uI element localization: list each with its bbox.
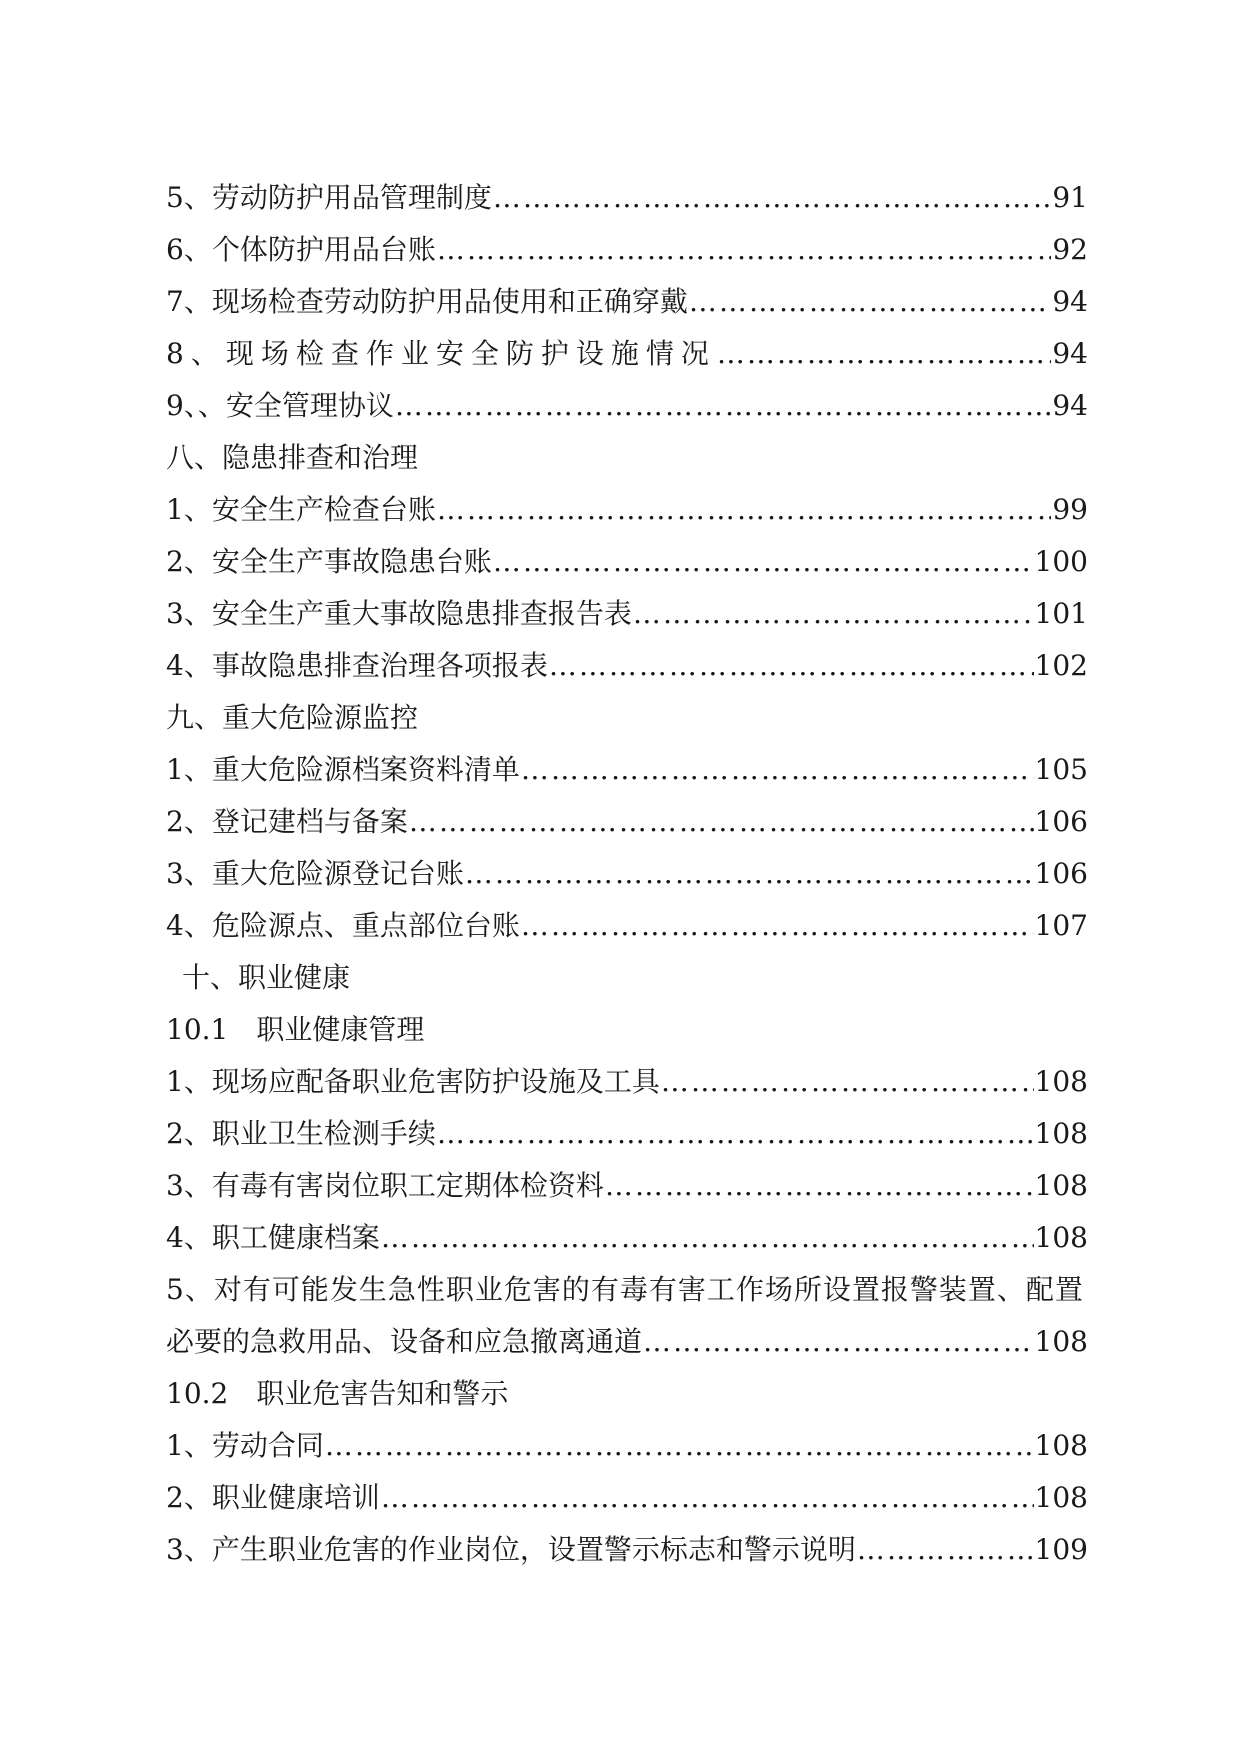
dot-leader [395, 380, 1052, 432]
toc-entry[interactable] [166, 588, 1088, 640]
toc-entry[interactable] [166, 328, 1088, 380]
toc-entry[interactable] [166, 1316, 1088, 1368]
toc-entry-page: 106 [1034, 805, 1088, 838]
toc-entry-title: 7、现场检查劳动防护用品使用和正确穿戴 [166, 285, 688, 318]
toc-section-heading[interactable]: 八、隐患排查和治理 [166, 441, 419, 474]
toc-entry-title: 2、职业卫生检测手续 [166, 1117, 436, 1150]
dot-leader [661, 1056, 1034, 1108]
toc-entry[interactable] [166, 744, 1088, 796]
toc-entry-title: 1、安全生产检查台账 [166, 493, 436, 526]
toc-section-heading[interactable]: 十、职业健康 [182, 961, 351, 994]
toc-entry[interactable] [166, 536, 1088, 588]
toc-entry-title: 1、现场应配备职业危害防护设施及工具 [166, 1065, 660, 1098]
toc-subsection-heading[interactable]: 10.1 职业健康管理 [166, 1013, 425, 1046]
dot-leader [437, 484, 1052, 536]
toc-entry-page: 94 [1052, 389, 1088, 422]
toc-entry-page: 108 [1034, 1481, 1088, 1514]
toc-entry[interactable] [166, 276, 1088, 328]
toc-entry-page: 92 [1052, 233, 1088, 266]
toc-entry[interactable] [166, 640, 1088, 692]
toc-entry[interactable] [166, 848, 1088, 900]
toc-entry-title: 3、重大危险源登记台账 [166, 857, 464, 890]
dot-leader [381, 1212, 1034, 1264]
toc-entry[interactable] [166, 900, 1088, 952]
table-of-contents [166, 172, 1088, 1576]
toc-entry[interactable] [166, 1472, 1088, 1524]
toc-entry-page: 105 [1034, 753, 1088, 786]
toc-entry-title: 4、事故隐患排查治理各项报表 [166, 649, 548, 682]
toc-entry-page: 109 [1034, 1533, 1088, 1566]
dot-leader [437, 224, 1052, 276]
toc-entry-page: 106 [1034, 857, 1088, 890]
toc-entry[interactable] [166, 1524, 1088, 1576]
toc-entry-title: 4、职工健康档案 [166, 1221, 380, 1254]
dot-leader [689, 276, 1052, 328]
toc-entry-page: 108 [1034, 1169, 1088, 1202]
toc-entry[interactable] [166, 484, 1088, 536]
toc-subsection-heading[interactable]: 10.2 职业危害告知和警示 [166, 1377, 509, 1410]
toc-entry-page: 108 [1034, 1221, 1088, 1254]
toc-entry-page: 108 [1034, 1429, 1088, 1462]
toc-entry-page: 108 [1034, 1325, 1088, 1358]
toc-entry-page: 101 [1034, 597, 1088, 630]
toc-entry-page: 108 [1034, 1117, 1088, 1150]
toc-entry-title: 2、安全生产事故隐患台账 [166, 545, 492, 578]
toc-entry-page: 107 [1034, 909, 1088, 942]
toc-entry-page: 102 [1034, 649, 1088, 682]
toc-entry-title: 1、重大危险源档案资料清单 [166, 753, 520, 786]
toc-entry-title: 3、有毒有害岗位职工定期体检资料 [166, 1169, 604, 1202]
dot-leader [549, 640, 1034, 692]
toc-entry-title: 8、现场检查作业安全防护设施情况 [166, 337, 716, 370]
toc-entry-page: 108 [1034, 1065, 1088, 1098]
dot-leader [409, 796, 1034, 848]
dot-leader [521, 900, 1034, 952]
dot-leader [437, 1108, 1034, 1160]
toc-entry-page: 99 [1052, 493, 1088, 526]
dot-leader [643, 1316, 1034, 1368]
dot-leader [465, 848, 1034, 900]
toc-entry-title: 4、危险源点、重点部位台账 [166, 909, 520, 942]
toc-entry-page: 94 [1052, 337, 1088, 370]
toc-entry-title-line-1[interactable]: 5、对有可能发生急性职业危害的有毒有害工作场所设置报警装置、配置 [166, 1273, 1084, 1306]
dot-leader [493, 536, 1034, 588]
toc-entry-title-line-2: 必要的急救用品、设备和应急撤离通道 [166, 1325, 643, 1358]
toc-entry-title: 1、劳动合同 [166, 1429, 324, 1462]
dot-leader [325, 1420, 1034, 1472]
toc-entry[interactable] [166, 224, 1088, 276]
dot-leader [717, 328, 1052, 380]
toc-entry-title: 9、、安全管理协议 [166, 389, 394, 422]
toc-entry-title: 3、安全生产重大事故隐患排查报告表 [166, 597, 632, 630]
toc-entry[interactable] [166, 1420, 1088, 1472]
toc-entry-title: 6、个体防护用品台账 [166, 233, 436, 266]
toc-entry-page: 100 [1034, 545, 1088, 578]
dot-leader [381, 1472, 1034, 1524]
toc-entry-title: 2、职业健康培训 [166, 1481, 380, 1514]
dot-leader [857, 1524, 1034, 1576]
toc-entry-page: 94 [1052, 285, 1088, 318]
toc-entry-title: 2、登记建档与备案 [166, 805, 408, 838]
toc-entry[interactable] [166, 1160, 1088, 1212]
toc-entry[interactable] [166, 380, 1088, 432]
toc-entry[interactable] [166, 1108, 1088, 1160]
toc-entry[interactable] [166, 172, 1088, 224]
dot-leader [633, 588, 1034, 640]
toc-entry-page: 91 [1052, 181, 1088, 214]
toc-entry-title: 5、劳动防护用品管理制度 [166, 181, 492, 214]
dot-leader [493, 172, 1052, 224]
dot-leader [521, 744, 1034, 796]
dot-leader [605, 1160, 1034, 1212]
toc-entry[interactable] [166, 796, 1088, 848]
toc-entry-title: 3、产生职业危害的作业岗位，设置警示标志和警示说明 [166, 1533, 856, 1566]
toc-entry[interactable] [166, 1056, 1088, 1108]
toc-entry[interactable] [166, 1212, 1088, 1264]
toc-section-heading[interactable]: 九、重大危险源监控 [166, 701, 419, 734]
